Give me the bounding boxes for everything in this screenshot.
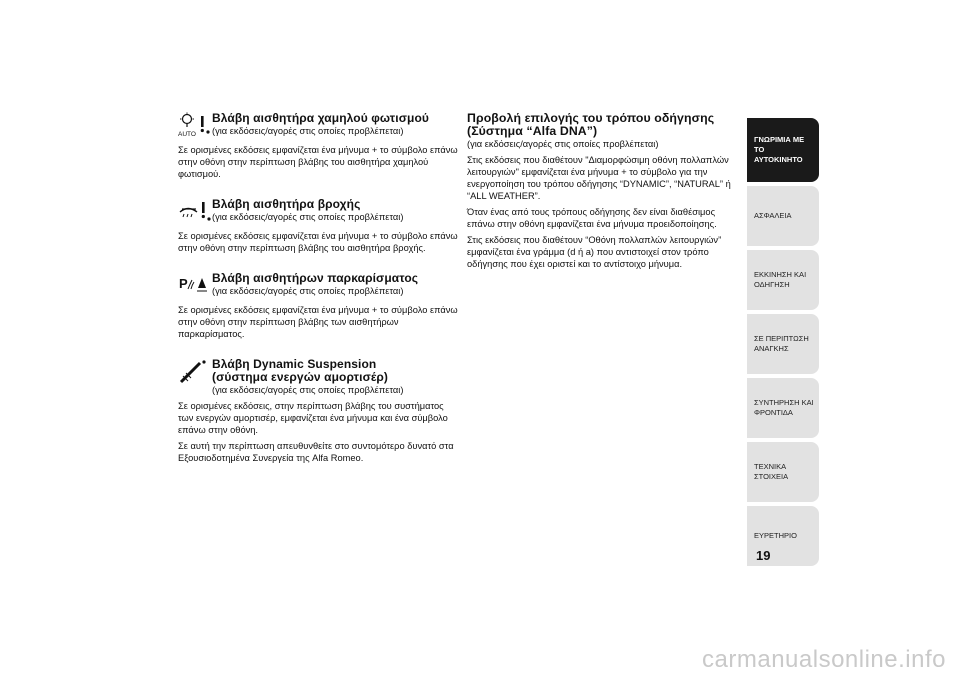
auto-label: AUTO — [178, 131, 196, 138]
section-title: Βλάβη αισθητήρα βροχής — [212, 197, 361, 211]
section-title-line2: (σύστημα ενεργών αμορτισέρ) — [212, 370, 389, 384]
tab-label: ΣΥΝΤΗΡΗΣΗ ΚΑΙ ΦΡΟΝΤΙΔΑ — [754, 398, 814, 417]
section-subtitle: (για εκδόσεις/αγορές στις οποίες προβλέπεται) — [212, 385, 404, 395]
section-subtitle: (για εκδόσεις/αγορές στις οποίες προβλέπεται) — [467, 139, 659, 149]
section-title: Βλάβη αισθητήρων παρκαρίσματος — [212, 271, 419, 285]
chapter-tabs — [747, 118, 819, 570]
section-paragraph: Όταν ένας από τους τρόπους οδήγησης δεν είναι διαθέσιμος επάνω στην οθόνη εμφανίζεται ένα μήνυμα προειδοποίησης. — [467, 207, 717, 229]
section-title-line2: (Σύστημα “Alfa DNA”) — [467, 124, 598, 138]
watermark: carmanualsonline.info — [702, 646, 946, 673]
tab-emergency[interactable] — [747, 314, 819, 374]
tab-label: ΕΥΡΕΤΗΡΙΟ — [754, 531, 797, 540]
section-dynamic-suspension — [178, 358, 460, 464]
right-column — [467, 112, 742, 288]
section-paragraph: Σε ορισμένες εκδόσεις, στην περίπτωση βλάβης του συστήματος των ενεργών αμορτισέρ, εμφανίζεται ένα μήνυμα και ένα σύμβολο επάνω στην οθόνη. — [178, 401, 448, 435]
parking-sensor-warning-icon — [178, 272, 212, 300]
section-paragraph: Σε ορισμένες εκδόσεις εμφανίζεται ένα μήνυμα + το σύμβολο επάνω στην οθόνη στην περίπτωση βλάβης του αισθητήρα χαμηλού φωτισμού. — [178, 145, 458, 179]
page-number: 19 — [756, 548, 771, 563]
dynamic-suspension-warning-icon — [178, 358, 212, 386]
section-paragraph: Στις εκδόσεις που διαθέτουν "Διαμορφώσιμη οθόνη πολλαπλών λειτουργιών" εμφανίζεται ένα μήνυμα + το σύμβολο για την ενεργοποίηση του τρόπου οδήγησης “DYNAMIC”, “NATURAL” ή “ALL WEATHER”. — [467, 155, 731, 201]
section-paragraph: Σε αυτή την περίπτωση απευθυνθείτε στο συντομότερο δυνατό στα Εξουσιοδοτημένα Συνεργεία της Alfa Romeo. — [178, 441, 454, 463]
section-title: Προβολή επιλογής του τρόπου οδήγησης — [467, 111, 715, 125]
section-title: Βλάβη αισθητήρα χαμηλού φωτισμού — [212, 111, 429, 125]
tab-label: ΕΚΚΙΝΗΣΗ ΚΑΙ ΟΔΗΓΗΣΗ — [754, 270, 807, 289]
section-rain-sensor — [178, 198, 460, 254]
tab-maintenance[interactable] — [747, 378, 819, 438]
section-subtitle: (για εκδόσεις/αγορές στις οποίες προβλέπεται) — [212, 286, 404, 296]
tab-label: ΣΕ ΠΕΡΙΠΤΩΣΗ ΑΝΑΓΚΗΣ — [754, 334, 809, 353]
section-paragraph: Στις εκδόσεις που διαθέτουν “Οθόνη πολλαπλών λειτουργιών” εμφανίζεται ένα γράμμα (d ή a) που αντιστοιχεί στον τρόπο οδήγησης που έχει οριστεί και το αντίστοιχο μήνυμα. — [467, 235, 722, 269]
section-light-sensor — [178, 112, 460, 180]
tab-label: ΤΕΧΝΙΚΑ ΣΤΟΙΧΕΙΑ — [754, 462, 789, 481]
section-parking-sensors — [178, 272, 460, 340]
rain-sensor-warning-icon — [178, 198, 212, 226]
tab-label: ΓΝΩΡΙΜΙΑ ΜΕ ΤΟ ΑΥΤΟΚΙΝΗΤΟ — [754, 135, 805, 164]
left-column — [178, 112, 460, 482]
headlight-sensor-warning-icon — [178, 112, 212, 140]
tab-getting-to-know[interactable] — [747, 118, 819, 182]
section-alfa-dna — [467, 112, 742, 270]
section-title: Βλάβη Dynamic Suspension — [212, 357, 377, 371]
tab-label: ΑΣΦΑΛΕΙΑ — [754, 211, 792, 220]
section-paragraph: Σε ορισμένες εκδόσεις εμφανίζεται ένα μήνυμα + το σύμβολο επάνω στην οθόνη στην περίπτωση βλάβης του αισθητήρα βροχής. — [178, 231, 458, 253]
tab-safety[interactable] — [747, 186, 819, 246]
section-subtitle: (για εκδόσεις/αγορές στις οποίες προβλέπεται) — [212, 126, 404, 136]
tab-technical-data[interactable] — [747, 442, 819, 502]
tab-starting-driving[interactable] — [747, 250, 819, 310]
section-paragraph: Σε ορισμένες εκδόσεις εμφανίζεται ένα μήνυμα + το σύμβολο επάνω στην οθόνη στην περίπτωση βλάβης των αισθητήρων παρκαρίσματος. — [178, 305, 458, 339]
svg-text:P: P — [179, 276, 188, 291]
section-subtitle: (για εκδόσεις/αγορές στις οποίες προβλέπεται) — [212, 212, 404, 222]
